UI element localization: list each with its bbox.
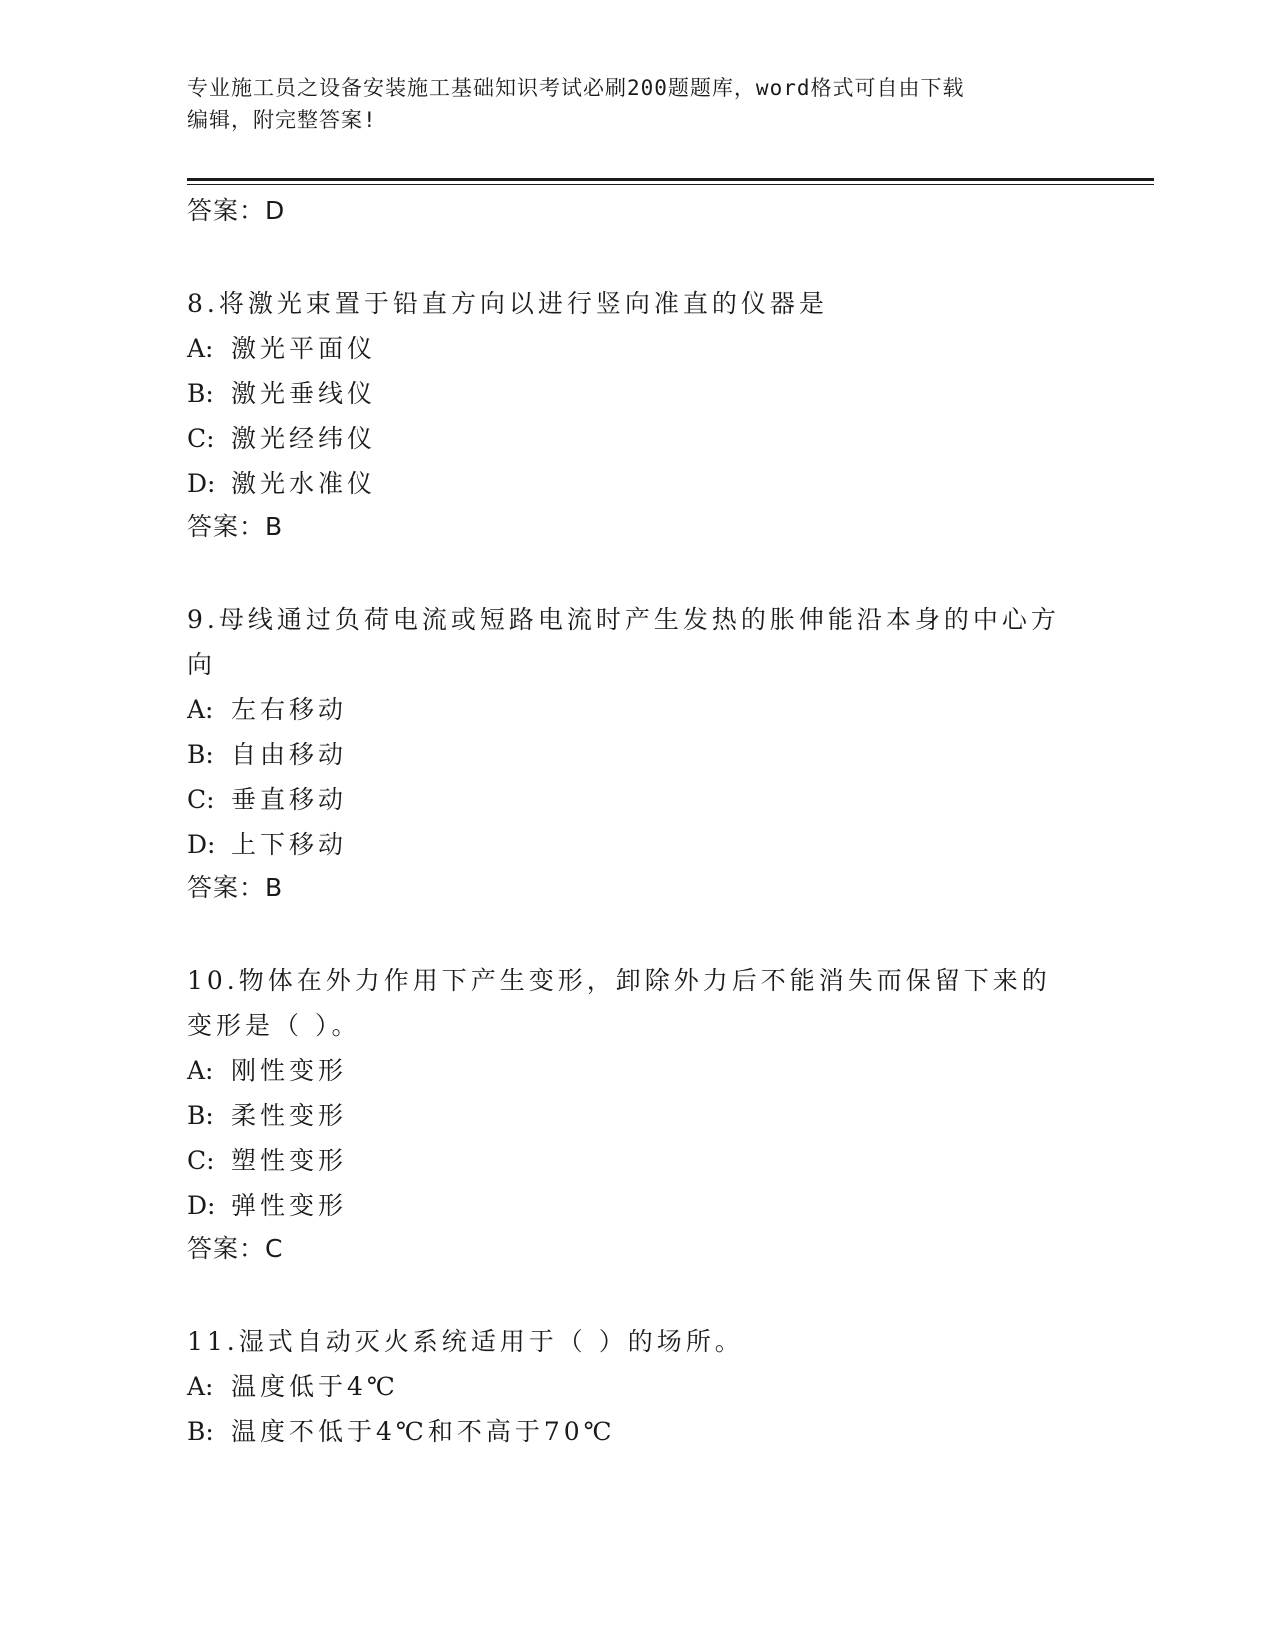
option-letter: C: — [187, 785, 215, 814]
option-text: 激光经纬仪 — [231, 424, 377, 453]
header-divider-thin — [187, 184, 1154, 185]
option-letter: D: — [187, 830, 216, 859]
option-text: 塑性变形 — [231, 1146, 348, 1175]
option-text: 激光水准仪 — [231, 469, 377, 498]
option-text: 上下移动 — [231, 830, 348, 859]
answer-line: 答案：D — [187, 196, 286, 225]
option-c — [187, 777, 1087, 822]
option-text: 温度不低于4℃和不高于70℃ — [231, 1417, 616, 1446]
question-text: 10.物体在外力作用下产生变形，卸除外力后不能消失而保留下来的变形是（ ）。 — [187, 966, 1051, 1040]
option-b — [187, 732, 1087, 777]
answer-line: 答案：C — [187, 1234, 284, 1263]
option-b — [187, 1093, 1087, 1138]
option-letter: C: — [187, 1146, 215, 1175]
option-letter: B: — [187, 1417, 214, 1446]
header-line-2: 编辑，附完整答案! — [187, 108, 377, 132]
option-text: 激光垂线仪 — [231, 379, 377, 408]
option-b — [187, 371, 1087, 416]
document-header — [187, 72, 1067, 136]
option-letter: A: — [187, 1372, 214, 1401]
option-a — [187, 326, 1087, 371]
option-letter: D: — [187, 469, 216, 498]
option-c — [187, 416, 1087, 461]
question-text: 9.母线通过负荷电流或短路电流时产生发热的胀伸能沿本身的中心方向 — [187, 605, 1060, 679]
option-text: 自由移动 — [231, 740, 348, 769]
header-line-1: 专业施工员之设备安装施工基础知识考试必刷200题题库，word格式可自由下载 — [187, 76, 965, 100]
option-letter: B: — [187, 740, 214, 769]
question-text: 11.湿式自动灭火系统适用于（ ）的场所。 — [187, 1327, 744, 1356]
option-text: 弹性变形 — [231, 1191, 348, 1220]
question-text: 8.将激光束置于铅直方向以进行竖向准直的仪器是 — [187, 289, 828, 318]
option-text: 垂直移动 — [231, 785, 348, 814]
option-text: 柔性变形 — [231, 1101, 348, 1130]
option-letter: A: — [187, 695, 214, 724]
option-text: 左右移动 — [231, 695, 348, 724]
answer-line: 答案：B — [187, 873, 284, 902]
option-text: 激光平面仪 — [231, 334, 377, 363]
answer-line: 答案：B — [187, 512, 284, 541]
option-text: 刚性变形 — [231, 1056, 348, 1085]
option-letter: B: — [187, 1101, 214, 1130]
option-d — [187, 1183, 1087, 1228]
option-letter: A: — [187, 1056, 214, 1085]
option-d — [187, 461, 1087, 506]
option-letter: D: — [187, 1191, 216, 1220]
option-a — [187, 1048, 1087, 1093]
option-a — [187, 687, 1087, 732]
option-letter: A: — [187, 334, 214, 363]
question-list — [187, 190, 1087, 1454]
option-b — [187, 1409, 1087, 1454]
option-d — [187, 822, 1087, 867]
option-letter: B: — [187, 379, 214, 408]
option-a — [187, 1364, 1087, 1409]
option-c — [187, 1138, 1087, 1183]
header-divider-thick — [187, 178, 1154, 181]
option-letter: C: — [187, 424, 215, 453]
option-text: 温度低于4℃ — [231, 1372, 399, 1401]
